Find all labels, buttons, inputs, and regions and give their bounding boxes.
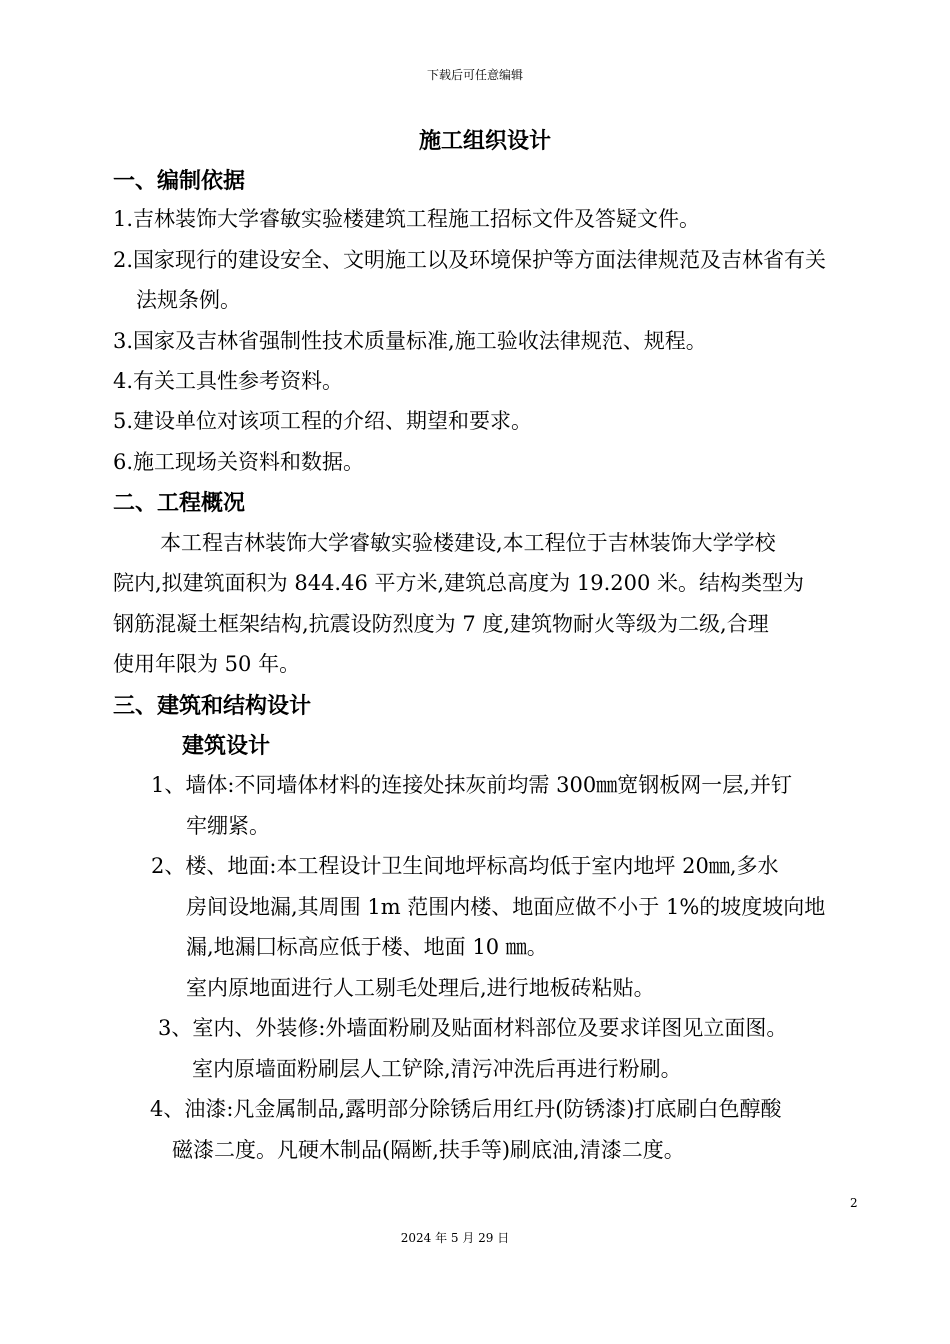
design-line-2: 牢绷紧。 xyxy=(186,814,270,838)
basis-item-5: 5.建设单位对该项工程的介绍、期望和要求。 xyxy=(113,409,533,433)
design-line-8: 室内原墙面粉刷层人工铲除,清污冲洗后再进行粉刷。 xyxy=(192,1057,682,1081)
design-line-3: 2、楼、地面:本工程设计卫生间地坪标高均低于室内地坪 20㎜,多水 xyxy=(151,854,779,878)
design-line-9: 4、油漆:凡金属制品,露明部分除锈后用红丹(防锈漆)打底刷白色醇酸 xyxy=(150,1097,782,1121)
subheading-architectural-design: 建筑设计 xyxy=(182,733,271,759)
header-note: 下载后可任意编辑 xyxy=(426,68,523,82)
overview-line-4: 使用年限为 50 年。 xyxy=(113,652,301,676)
design-line-10: 磁漆二度。凡硬木制品(隔断,扶手等)刷底油,清漆二度。 xyxy=(172,1138,685,1162)
basis-item-1: 1.吉林装饰大学睿敏实验楼建筑工程施工招标文件及答疑文件。 xyxy=(113,207,701,231)
overview-line-3: 钢筋混凝土框架结构,抗震设防烈度为 7 度,建筑物耐火等级为二级,合理 xyxy=(113,612,769,636)
overview-line-2: 院内,拟建筑面积为 844.46 平方米,建筑总高度为 19.200 米。结构类型为 xyxy=(113,571,805,595)
design-line-7: 3、室内、外装修:外墙面粉刷及贴面材料部位及要求详图见立面图。 xyxy=(158,1016,788,1040)
basis-item-2-cont: 法规条例。 xyxy=(136,288,241,312)
basis-item-3: 3.国家及吉林省强制性技术质量标准,施工验收法律规范、规程。 xyxy=(113,329,707,353)
document-title: 施工组织设计 xyxy=(418,128,551,154)
design-line-6: 室内原地面进行人工剔毛处理后,进行地板砖粘贴。 xyxy=(186,976,655,1000)
basis-item-2: 2.国家现行的建设安全、文明施工以及环境保护等方面法律规范及吉林省有关 xyxy=(113,248,827,272)
design-line-4: 房间设地漏,其周围 1m 范围内楼、地面应做不小于 1%的坡度坡向地 xyxy=(186,895,826,919)
section-heading-overview: 二、工程概况 xyxy=(113,490,246,516)
design-line-5: 漏,地漏囗标高应低于楼、地面 10 ㎜。 xyxy=(186,935,548,959)
basis-item-6: 6.施工现场关资料和数据。 xyxy=(113,450,365,474)
design-line-1: 1、墙体:不同墙体材料的连接处抹灰前均需 300㎜宽钢板网一层,并钉 xyxy=(151,773,792,797)
footer-date: 2024 年 5 月 29 日 xyxy=(400,1231,510,1245)
section-heading-design: 三、建筑和结构设计 xyxy=(113,693,312,719)
page-number: 2 xyxy=(850,1196,858,1210)
overview-line-1: 本工程吉林装饰大学睿敏实验楼建设,本工程位于吉林装饰大学学校 xyxy=(160,531,776,555)
section-heading-basis: 一、编制依据 xyxy=(113,168,246,194)
basis-item-4: 4.有关工具性参考资料。 xyxy=(113,369,344,393)
